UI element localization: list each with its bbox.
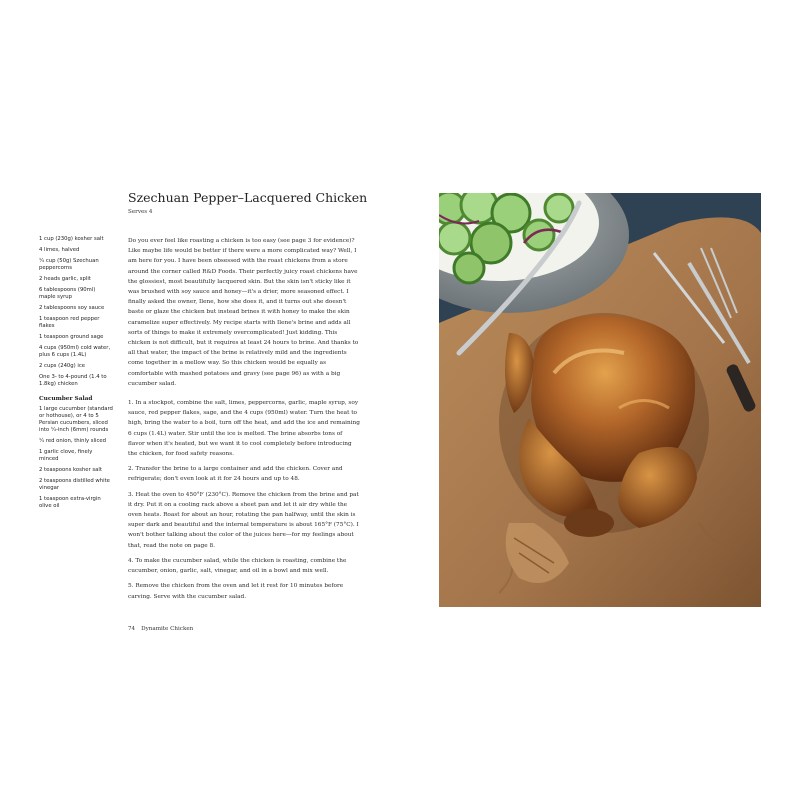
recipe-serves: Serves 4 [128,209,153,215]
ingredient-item: 4 limes, halved [39,247,80,253]
salad-ingredient-item: 1 garlic clove, finely minced [39,449,93,462]
recipe-step: 3. Heat the oven to 450°F (230°C). Remove the chicken from the brine and pat it dry. Put it on a cooling rack above a sheet pan and let it air dry while the oven heats. Roast for about an hour, rotating the pan halfway, until the skin is super dark and beautiful and the internal temperature is about 165°F (75°C). I won't bother talking about the color of the juices here—for my feelings about that, read the note on page 8. [128,491,359,549]
salad-ingredient-item: 1 teaspoon extra-virgin olive oil [39,496,101,509]
section-name: Dynamite Chicken [141,626,194,632]
ingredient-item: 2 heads garlic, split [39,276,91,282]
roast-chicken-photo [439,193,761,607]
recipe-step: 4. To make the cucumber salad, while the chicken is roasting, combine the cucumber, onion, garlic, salt, vinegar, and oil in a bowl and mix well. [128,557,347,575]
recipe-method [128,236,360,607]
recipe-step: 2. Transfer the brine to a large container and add the chicken. Cover and refrigerate; don't even look at it for 24 hours and up to 48. [128,466,343,483]
cucumber-salad-heading: Cucumber Salad [39,396,93,402]
ingredient-item: 1 teaspoon red pepper flakes [39,316,100,329]
ingredients-list [39,236,113,514]
ingredient-item: 2 tablespoons soy sauce [39,305,105,311]
page-number: 74 [128,626,136,632]
recipe-intro: Do you ever feel like roasting a chicken is too easy (see page 3 for evidence)? Like maybe life would be better if there were a more complicated way? Well, I am here for you. I have been obsessed with the roast chickens from a store around the corner called R&D Foods. Their perfectly juicy roast chickens have the glossiest, most beautifully lacquered skin. But the skin isn't sticky like it was brushed with soy sauce and honey—it's a drier, more seasoned effect. I finally asked the owner, Ilene, how she does it, and it turns out she doesn't baste or glaze the chicken but instead brines it with honey to make the skin caramelize super effectively. My recipe starts with Ilene's brine and adds all sorts of things to make it extremely overcomplicated! Just kidding. This chicken is not difficult, but it requires at least 24 hours to brine. And thanks to all that water, the impact of the brine is relatively mild and the ingredients come together in a mellow way. So this chicken would be equally as comfortable with mashed potatoes and gravy (see page 96) as with a big cucumber salad. [128,238,359,387]
ingredient-item: 1 teaspoon ground sage [39,334,104,340]
salad-ingredient-item: 2 teaspoons distilled white vinegar [39,478,110,491]
recipe-step: 1. In a stockpot, combine the salt, limes, peppercorns, garlic, maple syrup, soy sauce, red pepper flakes, sage, and the 4 cups (950ml) water. Turn the heat to high, bring the water to a boil, turn off the heat, and add the ice and remaining 6 cups (1.4L) water. Stir until the ice is melted. The brine absorbs tons of flavor when it's heated, but we want it to cool completely before introducing the chicken, for food safety reasons. [128,400,360,458]
ingredient-item: 4 cups (950ml) cold water, plus 6 cups (1.4L) [39,345,111,358]
ingredient-item: ¼ cup (50g) Szechuan peppercorns [39,258,99,271]
ingredient-item: 1 cup (230g) kosher salt [39,236,104,242]
salad-ingredient-item: ¼ red onion, thinly sliced [39,438,107,444]
ingredient-item: 6 tablespoons (90ml) maple syrup [39,287,96,300]
ingredient-item: One 3- to 4-pound (1.4 to 1.8kg) chicken [39,374,107,387]
ingredient-item: 2 cups (240g) ice [39,363,86,369]
salad-ingredient-item: 1 large cucumber (standard or hothouse), or 4 to 5 Persian cucumbers, sliced into ¼-inch (6mm) rounds [39,406,113,433]
recipe-step: 5. Remove the chicken from the oven and let it rest for 10 minutes before carving. Serve with the cucumber salad. [128,583,344,600]
photo-illustration [439,193,761,607]
page-footer [128,626,193,632]
salad-ingredient-item: 2 teaspoons kosher salt [39,467,102,473]
recipe-title: Szechuan Pepper–Lacquered Chicken [128,190,368,205]
